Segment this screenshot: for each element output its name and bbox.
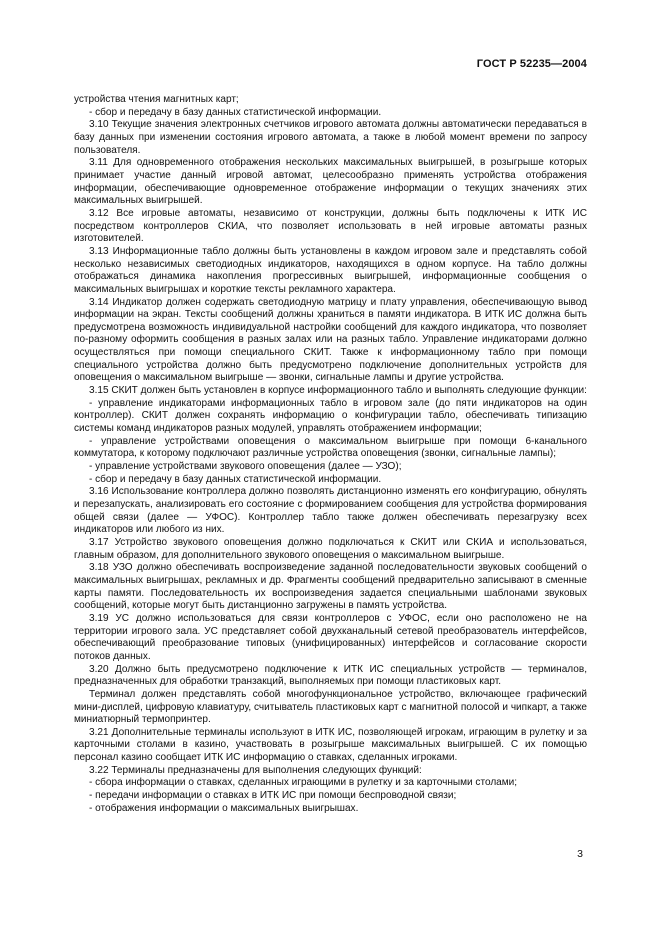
paragraph: устройства чтения магнитных карт; — [74, 94, 239, 105]
paragraph: - сбор и передачу в базу данных статистической информации. — [89, 106, 382, 118]
paragraph: - передачи информации о ставках в ИТК ИС при помощи беспроводной связи; — [89, 790, 457, 802]
paragraph: 3.11 Для одновременного отображения нескольких максимальных выигрышей, в розыгрыше которых принимает участие данный игровой автомат, целесообразно применять устройства отображения информации, обеспечивающие одновременное отображение информации о текущих значениях этих максимальных выигрышей. — [74, 157, 587, 207]
paragraph: - управление устройствами оповещения о максимальном выигрыше при помощи 6-канального коммутатора, к которому подключают различные устройства оповещения (звонки, сигнальные лампы); — [74, 435, 587, 460]
document-body — [74, 94, 587, 815]
paragraph: 3.15 СКИТ должен быть установлен в корпусе информационного табло и выполнять следующие функции: — [89, 385, 587, 397]
document-header: ГОСТ Р 52235—2004 — [476, 58, 587, 70]
paragraph: 3.13 Информационные табло должны быть установлены в каждом игровом зале и представлять собой несколько независимых светодиодных индикаторов, находящихся в одном корпусе. На табло должны отображаться динамика накопления прогрессивных выигрышей, информационные сообщения о максимальных выигрышах и короткие тексты рекламного характера. — [74, 245, 587, 295]
paragraph: - сбора информации о ставках, сделанных играющими в рулетку и за карточными столами; — [89, 777, 518, 789]
paragraph: 3.14 Индикатор должен содержать светодиодную матрицу и плату управления, обеспечивающую вывод информации на экран. Тексты сообщений должны храниться в памяти индикатора. В ИТК ИС должна быть предусмотрена возможность индивидуальной настройки сообщений для каждого индикатора, что позволяет по-разному оформить сообщения в разных залах или на разных табло. Управление индикаторами должно осуществляться при помощи специального СКИТ. Также к информационному табло при помощи специального устройства должно быть предусмотрено подключение дополнительных устройств для оповещения о максимальном выигрыше — звонки, сигнальные лампы и другие устройства. — [74, 296, 587, 384]
paragraph: 3.10 Текущие значения электронных счетчиков игрового автомата должны автоматически передаваться в базу данных при изменении состояния игрового автомата, а также в любой момент времени по запросу пользователя. — [74, 119, 587, 156]
paragraph: - отображения информации о максимальных выигрышах. — [89, 802, 359, 814]
paragraph: Терминал должен представлять собой многофункциональное устройство, включающее графический мини-дисплей, цифровую клавиатуру, считыватель пластиковых карт с магнитной полосой и чипкарт, а также миниатюрный термопринтер. — [74, 688, 587, 726]
paragraph: 3.20 Должно быть предусмотрено подключение к ИТК ИС специальных устройств — терминалов, предназначенных для обработки транзакций, выполняемых при помощи пластиковых карт. — [74, 663, 587, 688]
paragraph: - управление индикаторами информационных табло в игровом зале (до пяти индикаторов на один контроллер). СКИТ должен сохранять информацию о конфигурации табло, обеспечивать типизацию системы команд индикаторов разных модулей, управлять отображением информации; — [74, 397, 587, 435]
paragraph: 3.21 Дополнительные терминалы используют в ИТК ИС, позволяющей игрокам, играющим в рулетку и за карточными столами в казино, участвовать в розыгрыше максимальных выигрышей. С их помощью персонал казино сообщает ИТК ИС информацию о ставках, сделанных игроками. — [74, 726, 587, 764]
paragraph: 3.17 Устройство звукового оповещения должно подключаться к СКИТ или СКИА и использоваться, главным образом, для дополнительного звукового оповещения о максимальном выигрыше. — [74, 536, 587, 561]
paragraph: - управление устройствами звукового оповещения (далее — УЗО); — [89, 461, 402, 473]
paragraph: 3.12 Все игровые автоматы, независимо от конструкции, должны быть подключены к ИТК ИС посредством контроллеров СКИА, что позволяет использовать в ней игровые автоматы разных изготовителей. — [74, 207, 587, 245]
paragraph: 3.19 УС должно использоваться для связи контроллеров с УФОС, если оно расположено не на территории игрового зала. УС представляет собой двухканальный сетевой преобразователь интерфейсов, обеспечивающий преобразование типовых (унифицированных) интерфейсов и согласование скорости потоков данных. — [74, 612, 587, 662]
paragraph: - сбор и передачу в базу данных статистической информации. — [89, 473, 382, 485]
paragraph: 3.22 Терминалы предназначены для выполнения следующих функций: — [89, 764, 422, 776]
paragraph: 3.18 УЗО должно обеспечивать воспроизведение заданной последовательности звуковых сообщений о максимальных выигрышах, рекламных и др. Фрагменты сообщений предварительно записывают в сменные карты памяти. Последовательность их воспроизведения задается специальными шаблонами звуковых сообщений, которые могут быть дистанционно загружены в память устройства. — [74, 562, 587, 612]
page-number: 3 — [577, 848, 583, 860]
paragraph: 3.16 Использование контроллера должно позволять дистанционно изменять его конфигурацию, обнулять и перезапускать, анализировать его состояние с формированием сообщения для устройства формирования общей связи (далее — УФОС). Контроллер табло также должен обеспечивать перезагрузку всех индикаторов или любого из них. — [74, 486, 587, 536]
